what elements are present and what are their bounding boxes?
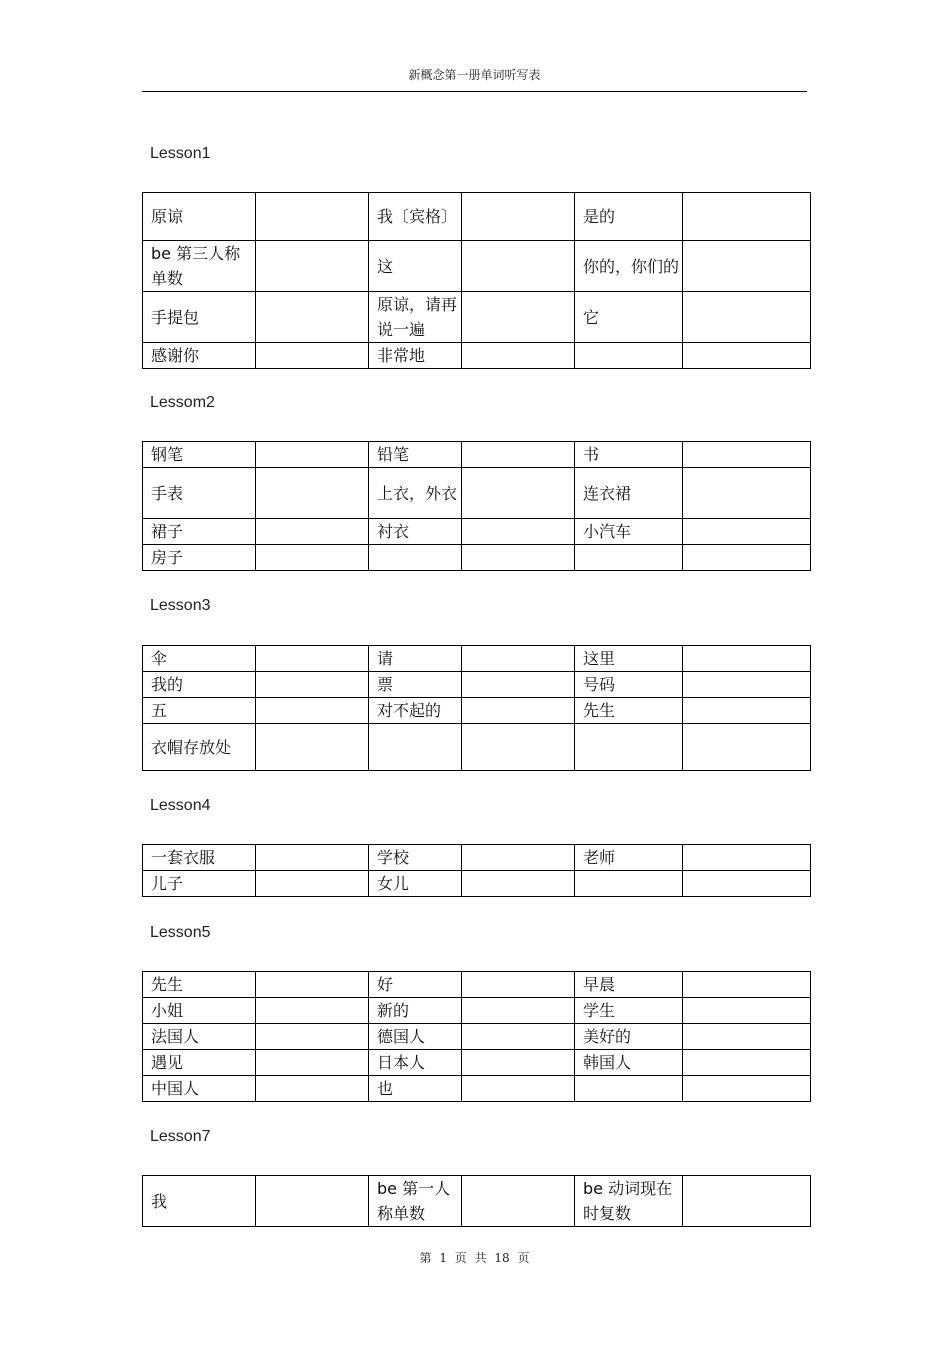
lesson-title: Lessom2 <box>150 394 215 411</box>
answer-cell <box>462 1076 575 1102</box>
answer-cell <box>683 519 811 545</box>
answer-cell <box>683 845 811 871</box>
word-cell: 房子 <box>143 545 256 571</box>
word-cell: be 第一人称单数 <box>369 1176 462 1227</box>
answer-cell <box>683 193 811 241</box>
answer-cell <box>256 646 369 672</box>
answer-cell <box>256 672 369 698</box>
vocab-table <box>142 192 811 369</box>
answer-cell <box>462 545 575 571</box>
word-cell <box>575 343 683 369</box>
table-row <box>143 672 811 698</box>
answer-cell <box>256 193 369 241</box>
answer-cell <box>683 442 811 468</box>
word-cell <box>369 545 462 571</box>
word-cell <box>575 724 683 771</box>
answer-cell <box>256 998 369 1024</box>
answer-cell <box>462 1024 575 1050</box>
word-cell: 伞 <box>143 646 256 672</box>
table-row <box>143 292 811 343</box>
table-row <box>143 698 811 724</box>
answer-cell <box>256 1050 369 1076</box>
word-cell: 韩国人 <box>575 1050 683 1076</box>
answer-cell <box>256 724 369 771</box>
answer-cell <box>256 241 369 292</box>
word-cell: 对不起的 <box>369 698 462 724</box>
word-cell: be 第三人称单数 <box>143 241 256 292</box>
answer-cell <box>683 998 811 1024</box>
word-cell: 原谅 <box>143 193 256 241</box>
table-row <box>143 343 811 369</box>
table-row <box>143 1024 811 1050</box>
answer-cell <box>462 442 575 468</box>
word-cell: 衬衣 <box>369 519 462 545</box>
word-cell: 小汽车 <box>575 519 683 545</box>
word-cell: be 动词现在时复数 <box>575 1176 683 1227</box>
page-header-title: 新概念第一册单词听写表 <box>408 68 541 82</box>
answer-cell <box>462 519 575 545</box>
word-cell: 法国人 <box>143 1024 256 1050</box>
vocab-table <box>142 645 811 771</box>
answer-cell <box>683 1050 811 1076</box>
vocab-table <box>142 441 811 571</box>
answer-cell <box>462 845 575 871</box>
table-row <box>143 442 811 468</box>
lesson-title: Lesson7 <box>150 1128 211 1145</box>
vocab-table <box>142 844 811 897</box>
answer-cell <box>462 468 575 519</box>
table-row <box>143 519 811 545</box>
table-row <box>143 193 811 241</box>
word-cell: 它 <box>575 292 683 343</box>
table-row <box>143 468 811 519</box>
word-cell: 号码 <box>575 672 683 698</box>
answer-cell <box>462 292 575 343</box>
word-cell: 书 <box>575 442 683 468</box>
table-row <box>143 545 811 571</box>
answer-cell <box>683 646 811 672</box>
answer-cell <box>683 871 811 897</box>
answer-cell <box>256 292 369 343</box>
word-cell: 原谅，请再说一遍 <box>369 292 462 343</box>
word-cell: 也 <box>369 1076 462 1102</box>
word-cell: 老师 <box>575 845 683 871</box>
answer-cell <box>256 519 369 545</box>
word-cell: 我〔宾格〕 <box>369 193 462 241</box>
table-row <box>143 845 811 871</box>
word-cell <box>575 871 683 897</box>
word-cell: 先生 <box>575 698 683 724</box>
word-cell <box>575 1076 683 1102</box>
answer-cell <box>683 1024 811 1050</box>
word-cell: 小姐 <box>143 998 256 1024</box>
answer-cell <box>683 724 811 771</box>
word-cell: 铅笔 <box>369 442 462 468</box>
word-cell: 学生 <box>575 998 683 1024</box>
word-cell: 好 <box>369 972 462 998</box>
answer-cell <box>256 698 369 724</box>
answer-cell <box>462 646 575 672</box>
table-row <box>143 241 811 292</box>
table-row <box>143 972 811 998</box>
vocab-table <box>142 1175 811 1227</box>
word-cell: 我 <box>143 1176 256 1227</box>
answer-cell <box>462 241 575 292</box>
word-cell: 非常地 <box>369 343 462 369</box>
answer-cell <box>462 1176 575 1227</box>
word-cell: 遇见 <box>143 1050 256 1076</box>
table-row <box>143 871 811 897</box>
word-cell: 裙子 <box>143 519 256 545</box>
word-cell <box>369 724 462 771</box>
word-cell: 上衣，外衣 <box>369 468 462 519</box>
answer-cell <box>683 241 811 292</box>
answer-cell <box>683 1076 811 1102</box>
word-cell: 请 <box>369 646 462 672</box>
word-cell: 我的 <box>143 672 256 698</box>
word-cell: 感谢你 <box>143 343 256 369</box>
lesson-title: Lesson3 <box>150 597 211 614</box>
word-cell: 这 <box>369 241 462 292</box>
word-cell: 学校 <box>369 845 462 871</box>
table-row <box>143 646 811 672</box>
lesson-title: Lesson1 <box>150 145 211 162</box>
word-cell: 连衣裙 <box>575 468 683 519</box>
answer-cell <box>683 545 811 571</box>
word-cell: 钢笔 <box>143 442 256 468</box>
word-cell: 一套衣服 <box>143 845 256 871</box>
table-row <box>143 1076 811 1102</box>
answer-cell <box>462 998 575 1024</box>
answer-cell <box>256 545 369 571</box>
answer-cell <box>462 193 575 241</box>
vocab-table <box>142 971 811 1102</box>
answer-cell <box>256 845 369 871</box>
page-footer: 第 1 页 共 18 页 <box>419 1251 530 1265</box>
answer-cell <box>683 343 811 369</box>
answer-cell <box>256 871 369 897</box>
word-cell: 是的 <box>575 193 683 241</box>
answer-cell <box>683 468 811 519</box>
header-divider <box>142 91 807 92</box>
word-cell <box>575 545 683 571</box>
answer-cell <box>462 672 575 698</box>
answer-cell <box>462 972 575 998</box>
lesson-title: Lesson5 <box>150 924 211 941</box>
word-cell: 德国人 <box>369 1024 462 1050</box>
word-cell: 这里 <box>575 646 683 672</box>
answer-cell <box>683 1176 811 1227</box>
answer-cell <box>683 698 811 724</box>
word-cell: 你的，你们的 <box>575 241 683 292</box>
answer-cell <box>683 972 811 998</box>
answer-cell <box>256 442 369 468</box>
word-cell: 衣帽存放处 <box>143 724 256 771</box>
answer-cell <box>256 468 369 519</box>
answer-cell <box>462 343 575 369</box>
answer-cell <box>256 972 369 998</box>
word-cell: 儿子 <box>143 871 256 897</box>
table-row <box>143 1176 811 1227</box>
word-cell: 票 <box>369 672 462 698</box>
word-cell: 中国人 <box>143 1076 256 1102</box>
answer-cell <box>462 724 575 771</box>
word-cell: 手提包 <box>143 292 256 343</box>
word-cell: 女儿 <box>369 871 462 897</box>
word-cell: 新的 <box>369 998 462 1024</box>
answer-cell <box>256 1076 369 1102</box>
word-cell: 早晨 <box>575 972 683 998</box>
lesson-title: Lesson4 <box>150 797 211 814</box>
answer-cell <box>462 871 575 897</box>
answer-cell <box>683 672 811 698</box>
answer-cell <box>462 1050 575 1076</box>
table-row <box>143 1050 811 1076</box>
answer-cell <box>256 1024 369 1050</box>
word-cell: 手表 <box>143 468 256 519</box>
table-row <box>143 724 811 771</box>
table-row <box>143 998 811 1024</box>
answer-cell <box>256 1176 369 1227</box>
word-cell: 先生 <box>143 972 256 998</box>
answer-cell <box>683 292 811 343</box>
answer-cell <box>462 698 575 724</box>
answer-cell <box>256 343 369 369</box>
word-cell: 日本人 <box>369 1050 462 1076</box>
word-cell: 五 <box>143 698 256 724</box>
word-cell: 美好的 <box>575 1024 683 1050</box>
